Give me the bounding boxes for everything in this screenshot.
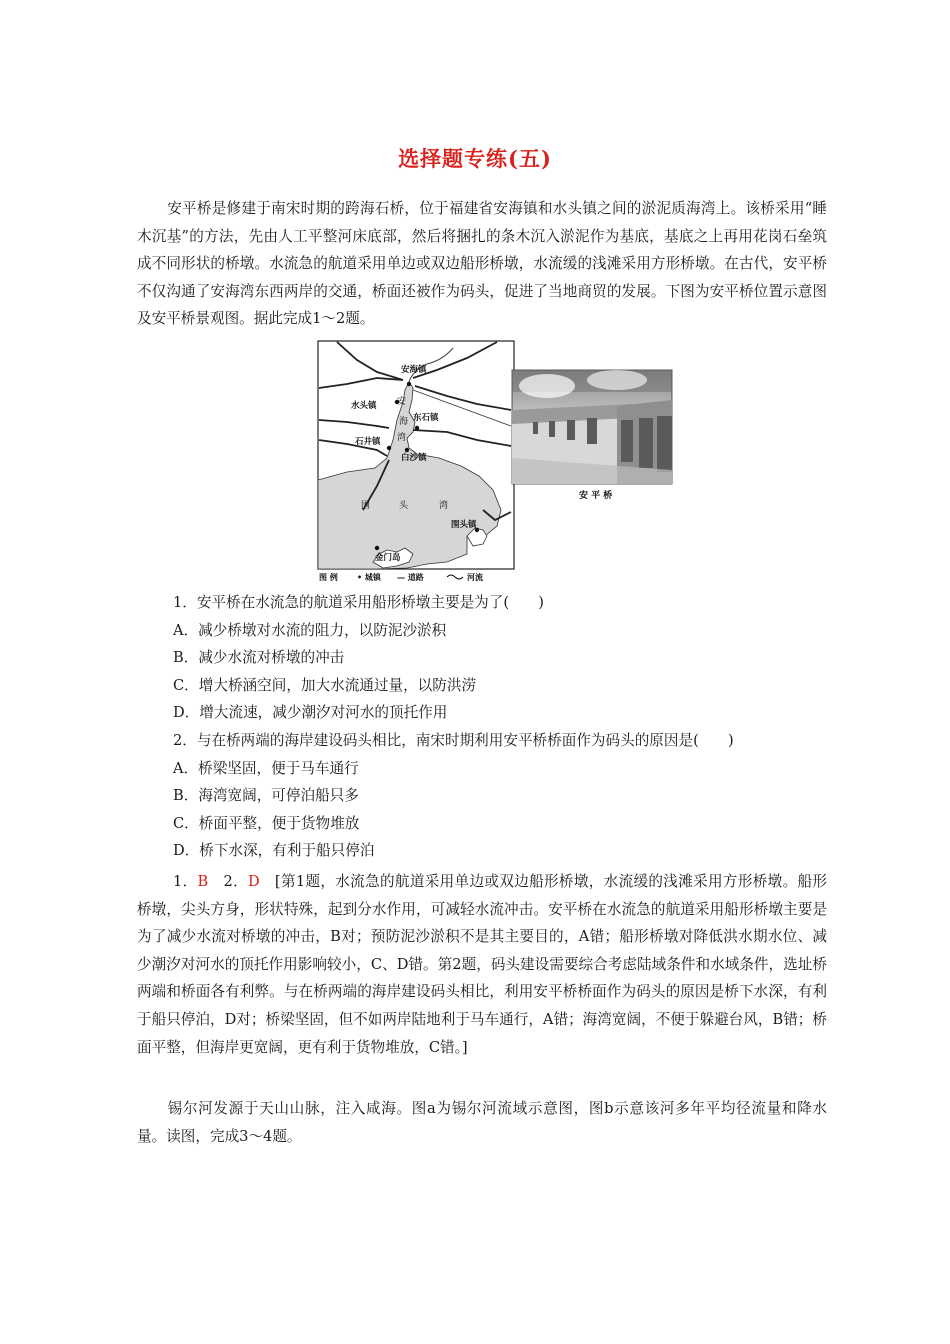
- legend-town: • 城镇: [357, 573, 381, 582]
- map-legend: [319, 572, 483, 582]
- legend-river-symbol: [447, 575, 463, 579]
- legend-road: — 道路: [397, 573, 424, 582]
- label-weitou: 围头镇: [451, 520, 477, 530]
- anping-bridge-figure: [317, 340, 675, 585]
- legend-label: 图 例: [319, 573, 338, 582]
- answer-explanation: [第1题，水流急的航道采用单边或双边船形桥墩，水流缓的浅滩采用方形桥墩。船形桥墩，尖头方身，形状特殊，起到分水作用，可减轻水流冲击。安平桥在水流急的航道采用船形桥墩主要是为了减少水流对桥墩的冲击，B对；预防泥沙淤积不是其主要目的，A错；船形桥墩对降低洪水期水位、减少潮汐对河水的顶托作用影响较小，C、D错。第2题，码头建设需要综合考虑陆域条件和水域条件，选址桥两端和桥面各有利弊。与在桥两端的海岸建设码头相比，利用安平桥桥面作为码头的原因是桥下水深，有利于船只停泊，D对；桥梁坚固，但不如两岸陆地利于马车通行，A错；海湾宽阔，不便于躲避台风，B错；桥面平整，但海岸更宽阔，更有利于货物堆放，C错。]: [137, 873, 827, 1056]
- page-title: 选择题专练(五): [398, 146, 552, 171]
- q2-option-b: B．海湾宽阔，可停泊船只多: [173, 787, 359, 804]
- q2-option-c: C．桥面平整，便于货物堆放: [173, 815, 360, 832]
- q2-option-a: A．桥梁坚固，便于马车通行: [173, 760, 359, 777]
- bay2-char-3: 湾: [439, 501, 449, 511]
- label-anhai: 安海镇: [401, 365, 427, 375]
- bay2-char-1: 围: [361, 501, 371, 511]
- answer-num-2: 2．: [208, 873, 248, 890]
- label-shijing: 石井镇: [355, 437, 381, 447]
- label-jinmen: 金门岛: [375, 553, 401, 563]
- answer-num-1: 1．: [173, 873, 198, 890]
- label-dongshi: 东石镇: [413, 413, 439, 423]
- photo-caption: 安 平 桥: [579, 491, 613, 501]
- answer-paragraph: [137, 868, 827, 1061]
- bay1-char-3: 湾: [397, 433, 407, 443]
- q2-stem: 2．与在桥两端的海岸建设码头相比，南宋时期利用安平桥桥面作为码头的原因是( ): [173, 732, 734, 749]
- q1-option-d: D．增大流速，减少潮汐对河水的顶托作用: [173, 704, 448, 721]
- q2-option-d: D．桥下水深，有利于船只停泊: [173, 842, 375, 859]
- intro-text-1: 安平桥是修建于南宋时期的跨海石桥，位于福建省安海镇和水头镇之间的淤泥质海湾上。该桥采用“睡木沉基”的方法，先由人工平整河床底部，然后将捆扎的条木沉入淤泥作为基底，基底之上再用花岗石垒筑成不同形状的桥墩。水流急的航道采用单边或双边船形桥墩，水流缓的浅滩采用方形桥墩。在古代，安平桥不仅沟通了安海湾东西两岸的交通，桥面还被作为码头，促进了当地商贸的发展。下图为安平桥位置示意图及安平桥景观图。据此完成1～2题。: [137, 200, 827, 328]
- answer-1: B: [197, 873, 209, 890]
- bay1-char-1: 安: [397, 397, 407, 407]
- q1-stem: 1．安平桥在水流急的航道采用船形桥墩主要是为了( ): [173, 594, 544, 611]
- bridge-photo: [512, 370, 672, 484]
- legend-river: 河流: [467, 573, 483, 582]
- label-baisha: 白沙镇: [401, 453, 427, 463]
- label-shuitou: 水头镇: [351, 401, 377, 411]
- bay1-char-2: 海: [399, 417, 409, 427]
- answer-2: D: [248, 873, 260, 890]
- q1-option-c: C．增大桥涵空间，加大水流通过量，以防洪涝: [173, 677, 477, 694]
- intro-paragraph-2: [137, 1095, 827, 1150]
- q1-option-b: B．减少水流对桥墩的冲击: [173, 649, 345, 666]
- q1-option-a: A．减少桥墩对水流的阻力，以防泥沙淤积: [173, 622, 447, 639]
- bay2-char-2: 头: [399, 501, 409, 511]
- intro-paragraph-1: [137, 195, 827, 333]
- intro-text-2: 锡尔河发源于天山山脉，注入咸海。图a为锡尔河流域示意图，图b示意该河多年平均径流量和降水量。读图，完成3～4题。: [137, 1100, 827, 1145]
